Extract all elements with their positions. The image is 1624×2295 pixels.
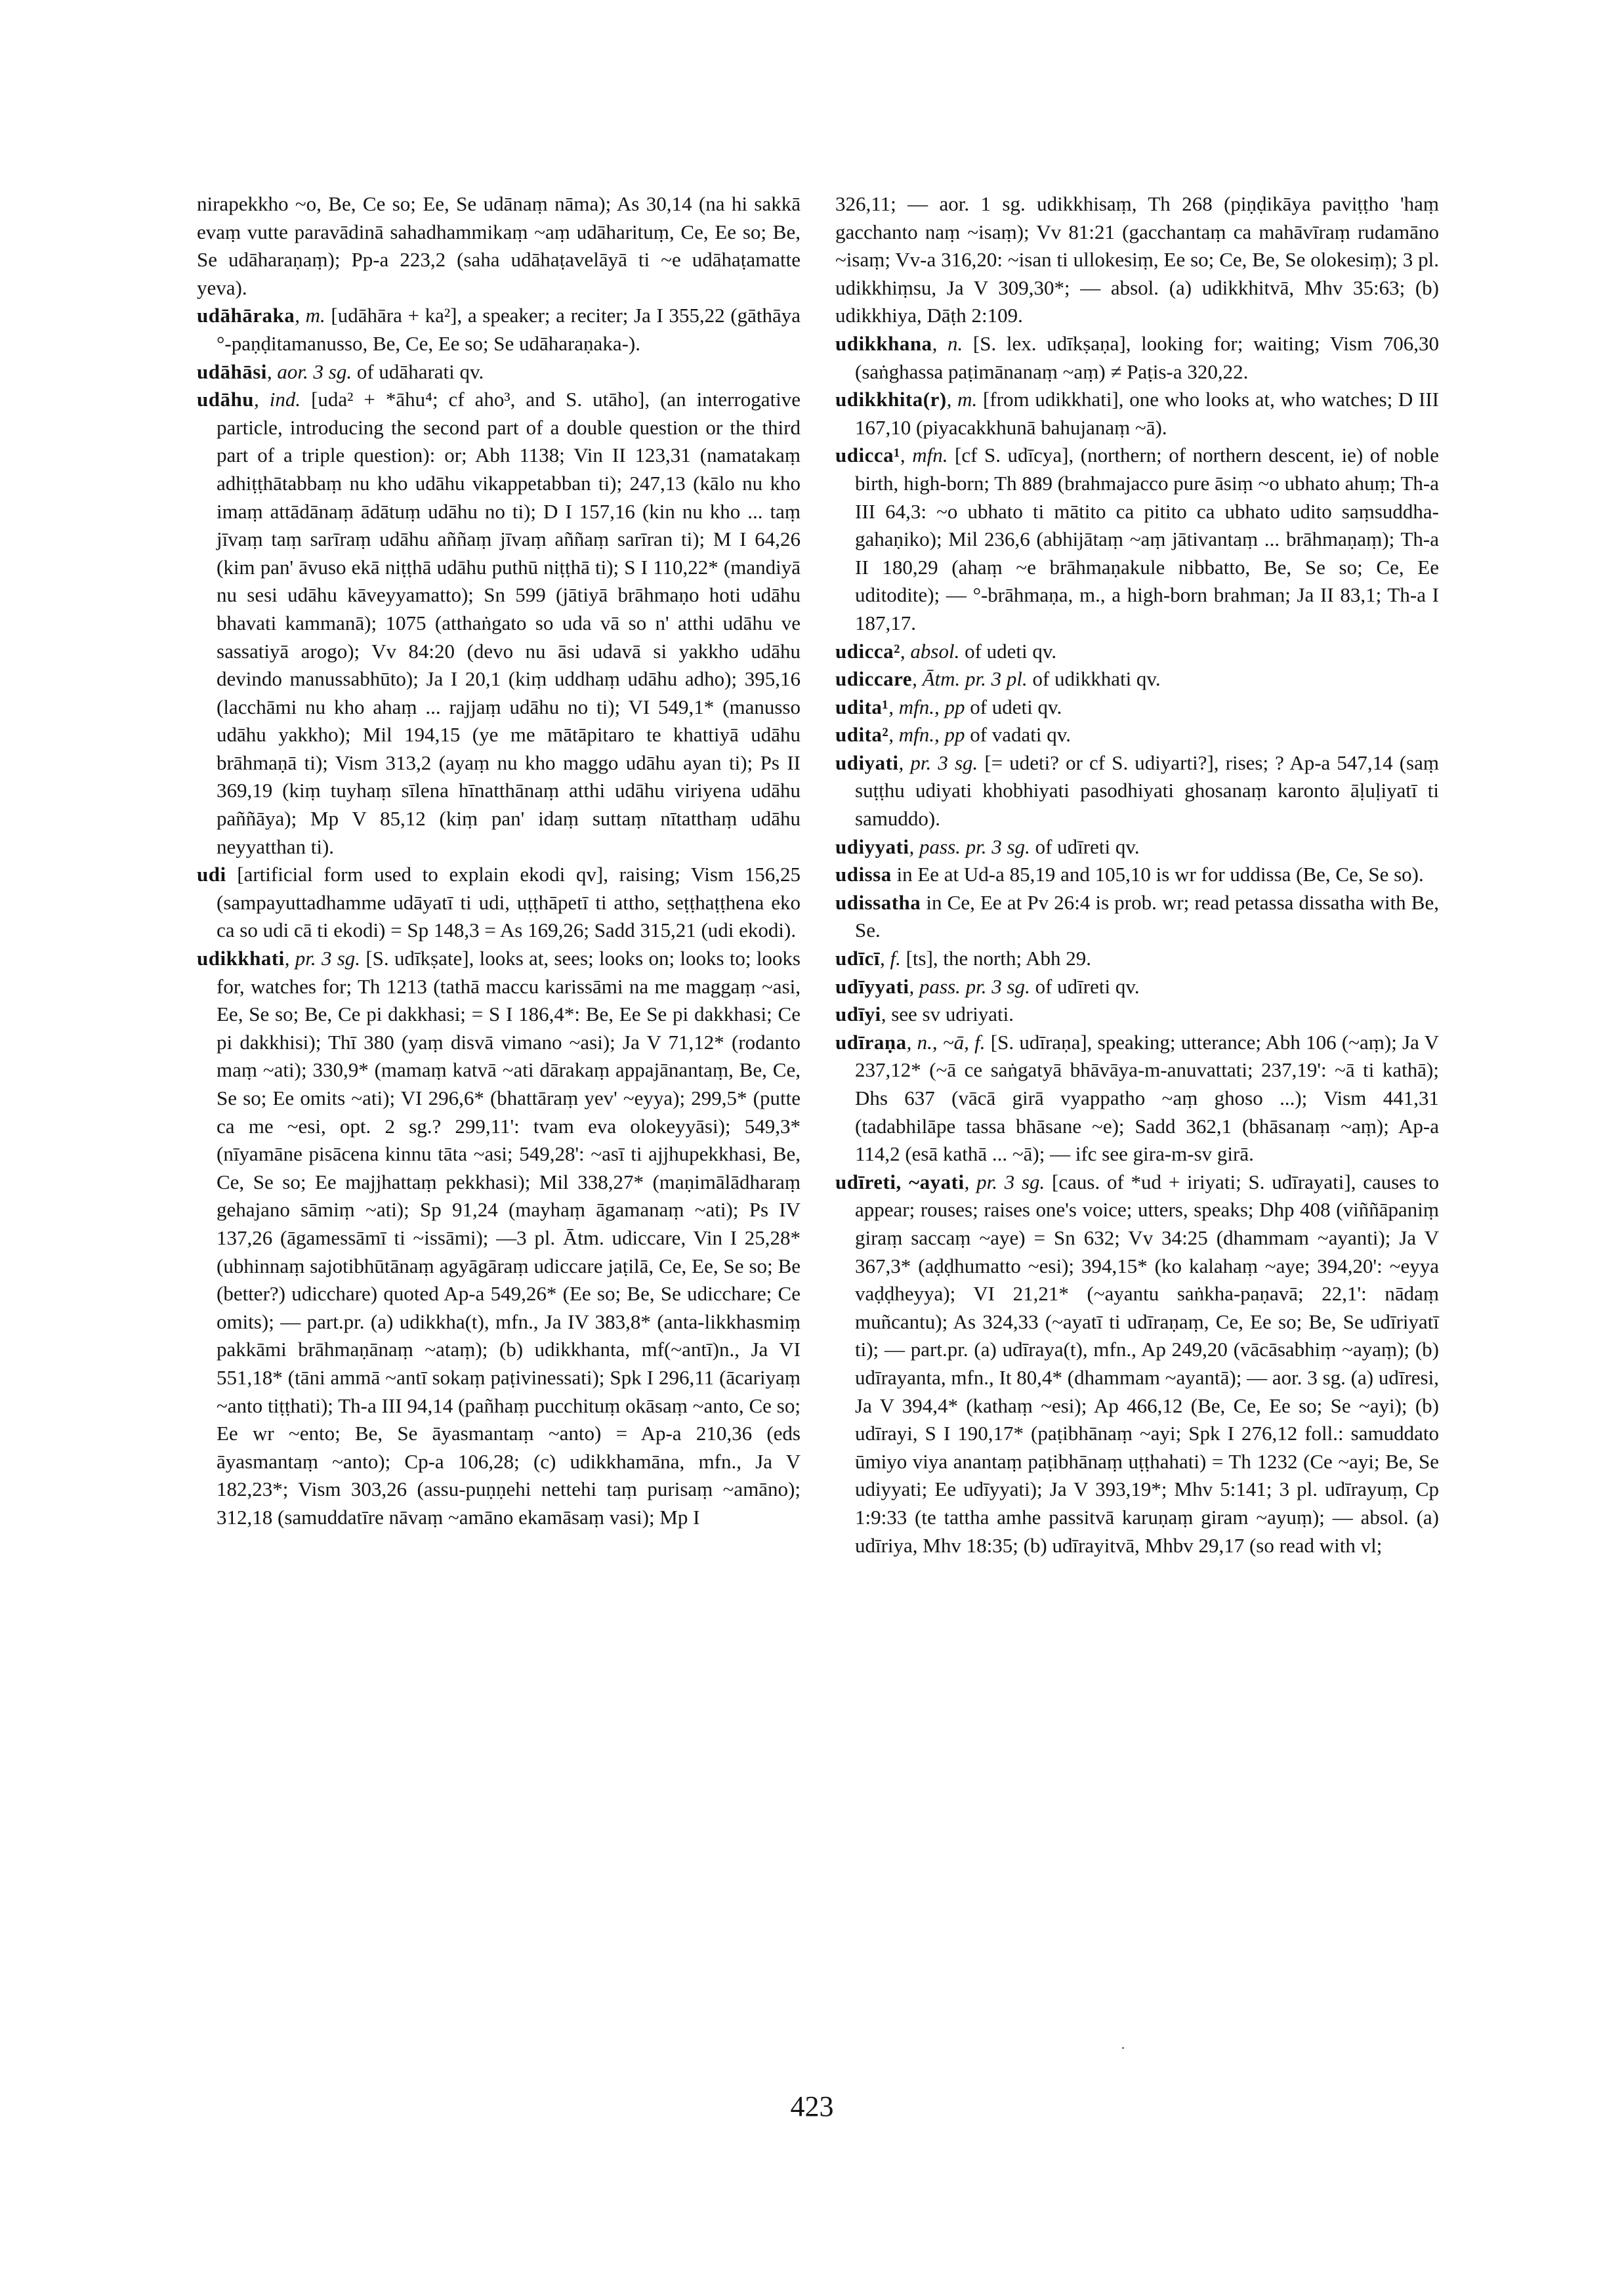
- headword: udita²: [835, 723, 889, 747]
- dictionary-entry: [835, 442, 1439, 637]
- entry-text: in Ee at Ud-a 85,19 and 105,10 is wr for uddissa (Be, Ce, Se so).: [891, 863, 1424, 886]
- dictionary-entry: [835, 386, 1439, 442]
- dictionary-entry: [835, 973, 1439, 1001]
- headword: udicca¹: [835, 444, 900, 467]
- dictionary-entry: [197, 945, 801, 1531]
- entry-text: of vadati qv.: [965, 723, 1072, 747]
- headword: udissa: [835, 863, 892, 886]
- grammar-label: , mfn., pp: [888, 695, 965, 718]
- entry-text: [artificial form used to explain ekodi qv], raising; Vism 156,25 (sampayuttadhamme udāyatī ti udi, uṭṭhāpetī ti attho, seṭṭhaṭṭhena eko ca so udi cā ti ekodi) = Sp 148,3 = As 169,26; Sadd 315,21 (udi ekodi).: [217, 863, 801, 942]
- entry-text: [from udikkhati], one who looks at, who watches; D III 167,10 (piyacakkhunā bahujanaṃ ~ā).: [855, 388, 1439, 439]
- headword: udissatha: [835, 890, 921, 914]
- headword: udīyyati: [835, 974, 909, 998]
- grammar-label: , pr. 3 sg.: [898, 751, 978, 774]
- grammar-label: , Ātm. pr. 3 pl.: [912, 667, 1028, 691]
- entry-text: [S. udīkṣate], looks at, sees; looks on; looks to; looks for, watches for; Th 1213 (tathā maccu karissāmi na me maggaṃ ~asi, Ee, Se so; Be, Ce pi dakkhasi; = S I 186,4*: Be, Ee Se pi dakkhasi; Ce pi dakkhisi); Thī 380 (yaṃ disvā vimano ~asi); Ja V 71,12* (rodanto maṃ ~ati); 330,9* (mamaṃ katvā ~ati dārakaṃ appajānantaṃ, Be, Ce, Se so; Ee omits ~ati); VI 296,6* (bhattāraṃ yev' ~eyya); 299,5* (putte ca me ~esi, opt. 2 sg.? 299,11': tvam eva olokeyyāsi); 549,3* (nīyamāne pisācena kinnu tāta ~asi; 549,28': ~asī ti ajjhupekkhasi, Be, Ce, Se so; Ee majjhattaṃ pekkhasi); Mil 338,27* (maṇimālādharaṃ gehajano sāmiṃ ~ati); Sp 91,24 (mayhaṃ āgamanaṃ ~ati); Ps IV 137,26 (āgamessāmī ti ~issāmi); —3 pl. Ātm. udiccare, Vin I 25,28* (ubhinnaṃ sajotibhūtānaṃ agyāgāraṃ udiccare jaṭilā, Ce, Ee, Se so; Be (better?) udicchare) quoted Ap-a 549,26* (Ee so; Be, Se udicchare; Ce omits); — part.pr. (a) udikkha(t), mfn., Ja IV 383,8* (anta-likkhasmiṃ pakkāmi brāhmaṇānaṃ ~ataṃ); (b) udikkhanta, mf(~antī)n., Ja VI 551,18* (tāni ammā ~antī sokaṃ paṭivinessati); Spk I 296,11 (ācariyaṃ ~anto tiṭṭhati); Th-a III 94,14 (pañhaṃ pucchituṃ okāsaṃ ~anto, Ce so; Ee wr ~ento; Be, Se āyasmantaṃ ~anto) = Ap-a 210,36 (eds āyasmantaṃ ~anto); Cp-a 106,28; (c) udikkhamāna, mfn., Ja V 182,23*; Vism 303,26 (assu-puṇṇehi nettehi taṃ purisaṃ ~amāno); 312,18 (samuddatīre nāvaṃ ~amāno ekamāsaṃ vasi); Mp I: [217, 947, 801, 1529]
- entry-text: [S. udīraṇa], speaking; utterance; Abh 106 (~aṃ); Ja V 237,12* (~ā ce saṅgatyā bhāvāya-m-anuvattati; 237,19': ~ā ti kathā); Dhs 637 (vācā girā vyappatho ~aṃ ghoso ...); Vism 441,31 (tadabhilāpe tassa bhāsane ~e); Sadd 362,1 (bhāsanaṃ ~aṃ); Ap-a 114,2 (esā kathā ... ~ā); — ifc see gira-m-sv girā.: [855, 1030, 1439, 1166]
- grammar-label: , m.: [295, 304, 325, 327]
- headword: udīcī: [835, 947, 880, 970]
- entry-continuation: [197, 190, 801, 302]
- grammar-label: , pr. 3 sg.: [284, 947, 361, 970]
- headword: udiyati: [835, 751, 899, 774]
- headword: udikkhati: [197, 947, 285, 970]
- dictionary-entry: [197, 302, 801, 358]
- dictionary-entry: [835, 1168, 1439, 1560]
- grammar-label: , m.: [946, 388, 978, 411]
- grammar-label: , pr. 3 sg.: [964, 1170, 1045, 1193]
- dictionary-entry: [197, 358, 801, 386]
- entry-text: [uda² + *āhu⁴; cf aho³, and S. utāho], (an interrogative particle, introducing the second part of a double question or the third part of a triple question): or; Abh 1138; Vin II 123,31 (namatakaṃ adhiṭṭhātabbaṃ nu kho udāhu vikappetabban ti); 247,13 (kālo nu kho imaṃ attādānaṃ ādātuṃ udāhu no ti); D I 157,16 (kin nu kho ... taṃ jīvaṃ taṃ sarīraṃ udāhu aññaṃ jīvaṃ aññaṃ sarīran ti); M I 64,26 (kim pan' āvuso ekā niṭṭhā udāhu puthū niṭṭhā ti); S I 110,22* (mandiyā nu sesi udāhu kāveyyamatto); Sn 599 (jātiyā brāhmaṇo hoti udāhu bhavati kammanā); 1075 (atthaṅgato so uda vā so n' atthi udāhu ve sassatiyā arogo); Vv 84:20 (devo nu āsi udavā si yakkho udāhu devindo manussabhūto); Ja I 20,1 (kiṃ uddhaṃ udāhu adho); 395,16 (lacchāmi nu kho ahaṃ ... rajjaṃ udāhu no ti); VI 549,1* (manusso udāhu yakkho); Mil 194,15 (ye me mātāpitaro te khattiyā udāhu brāhmaṇā ti); Vism 313,2 (ayaṃ nu kho maggo udāhu ayan ti); Ps II 369,19 (kiṃ tuyhaṃ sīlena hīnatthānaṃ atthi udāhu viriyena udāhu paññāya); Mp V 85,12 (kiṃ pan' idaṃ suttaṃ nītatthaṃ udāhu neyyatthan ti).: [217, 388, 801, 858]
- dictionary-entry: [835, 1029, 1439, 1168]
- headword: udāhu: [197, 388, 254, 411]
- grammar-label: , mfn., pp: [888, 723, 965, 747]
- headword: udi: [197, 863, 226, 886]
- headword: udīyi: [835, 1003, 881, 1026]
- entry-text: of udeti qv.: [959, 639, 1057, 663]
- entry-text: in Ce, Ee at Pv 26:4 is prob. wr; read petassa dissatha with Be, Se.: [855, 890, 1439, 942]
- headword: udāhāsi: [197, 360, 267, 383]
- headword: udikkhita(r): [835, 388, 947, 411]
- dictionary-entry: [835, 330, 1439, 386]
- entry-text: of udāharati qv.: [352, 360, 484, 383]
- scan-speck: [1122, 2047, 1124, 2049]
- dictionary-entry: [835, 889, 1439, 945]
- dictionary-entry: [197, 861, 801, 945]
- entry-text: of udeti qv.: [965, 695, 1062, 718]
- entry-text: of udīreti qv.: [1030, 974, 1140, 998]
- headword: udikkhana: [835, 331, 932, 355]
- entry-text: of udikkhati qv.: [1027, 667, 1161, 691]
- grammar-label: , n., ~ā, f.: [906, 1030, 986, 1054]
- entry-text: [cf S. udīcya], (northern; of northern descent, ie) of noble birth, high-born; Th 889 (brahmajacco pure āsiṃ ~o ubhato ahuṃ; Th-a III 64,3: ~o ubhato ti mātito ca pitito ca ubhato udito saṃsuddha-gahaṇiko); Mil 236,6 (abhijātaṃ ~aṃ jātivantaṃ ... brāhmaṇaṃ); Th-a II 180,29 (ahaṃ ~e brāhmaṇakule nibbatto, Be, Se so; Ce, Ee uditodite); — °-brāhmaṇa, m., a high-born brahman; Ja II 83,1; Th-a I 187,17.: [855, 444, 1440, 634]
- dictionary-entry: [835, 665, 1439, 693]
- dictionary-entry: [835, 721, 1439, 749]
- grammar-label: , ind.: [253, 388, 301, 411]
- headword: udiyyati: [835, 835, 909, 858]
- grammar-label: , n.: [932, 331, 963, 355]
- grammar-label: ,: [881, 1003, 886, 1026]
- grammar-label: , aor. 3 sg.: [266, 360, 352, 383]
- headword: udita¹: [835, 695, 889, 718]
- dictionary-entry: [835, 749, 1439, 833]
- entry-text: see sv udriyati.: [886, 1003, 1014, 1026]
- right-column: [835, 190, 1439, 1560]
- entry-text: [ts], the north; Abh 29.: [900, 947, 1092, 970]
- headword: udīraṇa: [835, 1030, 907, 1054]
- grammar-label: , pass. pr. 3 sg.: [909, 835, 1030, 858]
- grammar-label: , pass. pr. 3 sg.: [909, 974, 1030, 998]
- entry-text: of udīreti qv.: [1030, 835, 1140, 858]
- grammar-label: , mfn.: [900, 444, 948, 467]
- dictionary-entry: [835, 693, 1439, 722]
- left-column: [197, 190, 801, 1532]
- dictionary-entry: [835, 945, 1439, 973]
- entry-text: [caus. of *ud + iriyati; S. udīrayati], causes to appear; rouses; raises one's voice; utters, speaks; Dhp 408 (viññāpaniṃ giraṃ saccaṃ ~aye) = Sn 632; Vv 34:25 (dhammam ~ayanti); Ja V 367,3* (aḍḍhumatto ~esi); 394,15* (ko kalahaṃ ~aye; 394,20': ~eyya vaḍḍheyya); VI 21,21* (~ayantu saṅkha-paṇavā; 22,1': nādaṃ muñcantu); As 324,33 (~ayatī ti udīraṇaṃ, Ce, Ee so; Be, Se udīriyatī ti); — part.pr. (a) udīraya(t), mfn., Ap 249,20 (vācāsabhiṃ ~ayaṃ); (b) udīrayanta, mfn., It 80,4* (dhammam ~ayantā); — aor. 3 sg. (a) udīresi, Ja V 394,4* (kathaṃ ~esi); Ap 466,12 (Be, Ce, Ee so; Se ~ayi); (b) udīrayi, S I 190,17* (paṭibhānaṃ ~ayi; Spk I 276,12 foll.: samuddato ūmiyo viya anantaṃ paṭibhānaṃ uṭṭhahati) = Th 1232 (Ce ~ayi; Be, Se udiyyati; Ee udīyyati); Ja V 393,19*; Mhv 5:141; 3 pl. udīrayuṃ, Cp 1:9:33 (te tattha amhe passitvā karuṇaṃ giram ~ayuṃ); — absol. (a) udīriya, Mhv 18:35; (b) udīrayitvā, Mhbv 29,17 (so read with vl;: [855, 1170, 1440, 1557]
- headword: udāhāraka: [197, 304, 295, 327]
- dictionary-entry: [197, 386, 801, 861]
- headword: udicca²: [835, 639, 900, 663]
- entry-text: [S. lex. udīkṣaṇa], looking for; waiting; Vism 706,30 (saṅghassa paṭimānanaṃ ~aṃ) ≠ Paṭis-a 320,22.: [855, 331, 1440, 383]
- page-number: 423: [790, 2090, 834, 2122]
- dictionary-entry: [835, 833, 1439, 861]
- entry-text: 326,11; — aor. 1 sg. udikkhisaṃ, Th 268 (piṇḍikāya paviṭṭho 'haṃ gacchanto naṃ ~isaṃ); Vv 81:21 (gacchantaṃ ca mahāvīraṃ rudamāno ~isaṃ; Vv-a 316,20: ~isan ti ullokesiṃ, Ee so; Ce, Be, Se olokesiṃ); 3 pl. udikkhiṃsu, Ja V 309,30*; — absol. (a) udikkhitvā, Mhv 35:63; (b) udikkhiya, Dāṭh 2:109.: [835, 192, 1439, 327]
- dictionary-entry: [835, 638, 1439, 666]
- headword: udīreti, ~ayati: [835, 1170, 965, 1193]
- headword: udiccare: [835, 667, 913, 691]
- grammar-label: , absol.: [900, 639, 960, 663]
- entry-text: [udāhāra + ka²], a speaker; a reciter; Ja I 355,22 (gāthāya °-paṇḍitamanusso, Be, Ce, Ee so; Se udāharaṇaka-).: [217, 304, 801, 355]
- dictionary-entry: [835, 1001, 1439, 1029]
- grammar-label: , f.: [879, 947, 901, 970]
- entry-continuation: [835, 190, 1439, 330]
- entry-text: nirapekkho ~o, Be, Ce so; Ee, Se udānaṃ nāma); As 30,14 (na hi sakkā evaṃ vutte paravādinā sahadhammikaṃ ~aṃ udāharituṃ, Ce, Ee so; Be, Se udāharaṇaṃ); Pp-a 223,2 (saha udāhaṭavelāyā ti ~e udāhaṭamatte yeva).: [197, 192, 801, 299]
- dictionary-entry: [835, 861, 1439, 889]
- entry-text: [= udeti? or cf S. udiyarti?], rises; ? Ap-a 547,14 (saṃ suṭṭhu udiyati khobhiyati pasodhiyati ghosanaṃ karonto āḷuḷiyatī ti samuddo).: [855, 751, 1439, 831]
